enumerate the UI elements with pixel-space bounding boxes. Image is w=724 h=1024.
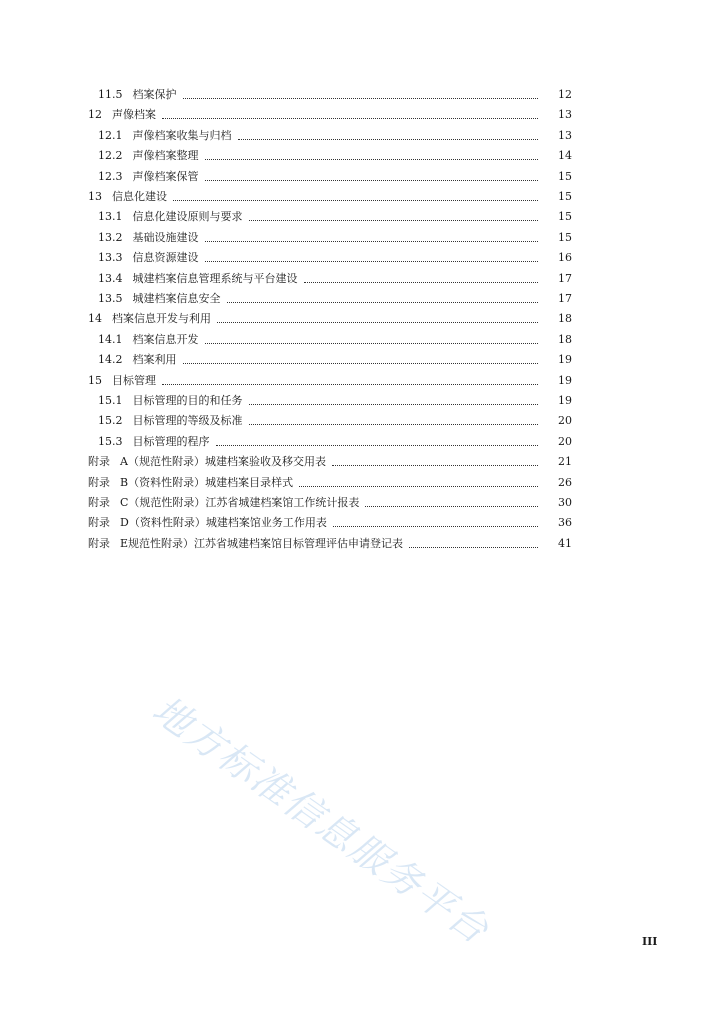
toc-entry-number: 13.3 [98,251,123,265]
toc-entry-page: 13 [558,128,572,142]
toc-entry-title: E规范性附录）江苏省城建档案馆目标管理评估申请登记表 [120,536,404,550]
toc-entry-title: 信息资源建设 [132,251,199,265]
toc-dot-leader [205,240,539,242]
toc-entry-page: 16 [558,251,572,265]
toc-entry-page: 21 [558,455,572,469]
toc-entry-page: 20 [558,434,572,448]
toc-entry [0,105,572,125]
toc-entry-number: 13 [88,190,102,203]
toc-entry-title: 声像档案整理 [132,149,199,163]
toc-entry-page: 14 [558,149,572,163]
toc-entry-number: 附录 [88,536,110,550]
toc-entry [0,432,572,452]
toc-entry-page: 15 [558,169,572,183]
toc-entry-number: 14.2 [98,353,123,367]
toc-entry [0,493,572,513]
toc-entry-title: 信息化建设原则与要求 [132,210,243,224]
toc-dot-leader [205,342,539,344]
toc-entry [0,309,572,329]
toc-entry-page: 18 [558,312,572,326]
toc-entry [0,85,572,105]
toc-entry-title: 目标管理的目的和任务 [132,394,243,407]
toc-entry-page: 18 [558,332,572,346]
toc-entry-number: 13.5 [98,292,123,305]
toc-entry-title: 基础设施建设 [132,230,199,244]
toc-dot-leader [227,301,539,303]
toc-dot-leader [249,403,539,405]
toc-dot-leader [162,383,538,385]
toc-entry-title: A（规范性附录）城建档案验收及移交用表 [120,455,326,469]
toc-entry-number: 15.2 [98,414,123,428]
toc-entry [0,411,572,431]
toc-entry-title: 目标管理的程序 [132,434,210,448]
toc-dot-leader [162,117,538,119]
toc-entry [0,513,572,533]
toc-dot-leader [333,525,538,527]
toc-dot-leader [205,158,539,160]
toc-dot-leader [183,362,539,364]
toc-entry-page: 17 [558,292,572,305]
toc-entry [0,371,572,391]
page-number: III [642,935,658,948]
toc-entry-number: 附录 [88,475,110,489]
toc-entry [0,330,572,350]
toc-dot-leader [249,423,539,425]
toc-entry-number: 15.3 [98,434,123,448]
toc-entry [0,534,572,554]
toc-dot-leader [205,260,539,262]
toc-entry [0,187,572,207]
toc-entry-page: 17 [558,271,572,285]
toc-entry-number: 13.2 [98,230,123,244]
toc-entry [0,207,572,227]
toc-entry-page: 15 [558,230,572,244]
toc-entry [0,146,572,166]
toc-entry-title: 信息化建设 [112,190,167,203]
toc-entry-title: 声像档案 [112,108,156,122]
toc-entry-title: 目标管理 [112,373,156,387]
toc-entry-title: D（资料性附录）城建档案馆业务工作用表 [120,516,327,530]
toc-entry-number: 15 [88,373,102,387]
toc-entry-number: 14.1 [98,332,123,346]
toc-entry [0,473,572,493]
toc-entry-number: 附录 [88,496,110,509]
toc-entry [0,228,572,248]
toc-entry-title: 声像档案收集与归档 [132,128,232,142]
toc-entry-number: 13.4 [98,271,123,285]
toc-entry [0,391,572,411]
toc-dot-leader [205,179,539,181]
toc-dot-leader [249,219,539,221]
toc-entry-title: 档案利用 [132,353,177,367]
toc-entry-title: 目标管理的等级及标准 [132,414,243,428]
toc-entry-number: 12 [88,108,102,122]
toc-dot-leader [299,485,538,487]
toc-entry-page: 15 [558,190,572,203]
toc-entry-title: 档案信息开发 [132,332,199,346]
toc-entry-page: 19 [558,353,572,367]
watermark: 地方标准信息服务平台 [144,687,498,953]
toc-entry-page: 20 [558,414,572,428]
toc-entry-number: 附录 [88,516,110,530]
toc-entry [0,289,572,309]
toc-entry-number: 12.3 [98,169,123,183]
toc-entry-number: 11.5 [98,88,123,101]
toc-entry-number: 12.2 [98,149,123,163]
toc-entry [0,167,572,187]
toc-entry-title: B（资料性附录）城建档案目录样式 [120,475,294,489]
toc-entry-title: C（规范性附录）江苏省城建档案馆工作统计报表 [120,496,360,509]
toc-entry-number: 15.1 [98,394,123,407]
toc-entry-number: 附录 [88,455,110,469]
toc-entry-page: 12 [558,88,572,101]
toc-dot-leader [173,199,538,201]
toc-dot-leader [304,281,539,283]
toc-entry-number: 14 [88,312,102,326]
toc-entry-number: 13.1 [98,210,123,224]
toc-entry [0,452,572,472]
toc-entry-page: 19 [558,373,572,387]
toc-entry-page: 19 [558,394,572,407]
toc-entry-title: 档案保护 [132,88,177,101]
toc-entry-title: 城建档案信息管理系统与平台建设 [132,271,298,285]
toc-entry-page: 30 [558,496,572,509]
toc-entry-page: 36 [558,516,572,530]
toc-entry-page: 13 [558,108,572,122]
toc-dot-leader [217,321,538,323]
toc-entry [0,269,572,289]
toc-entry-title: 档案信息开发与利用 [112,312,211,326]
toc-dot-leader [183,97,539,99]
toc-entry-number: 12.1 [98,128,123,142]
toc-dot-leader [216,444,539,446]
toc-entry [0,126,572,146]
toc-entry-title: 城建档案信息安全 [132,292,221,305]
toc-dot-leader [332,464,538,466]
toc-dot-leader [238,138,539,140]
toc-entry-title: 声像档案保管 [132,169,199,183]
toc-entry-page: 15 [558,210,572,224]
toc-entry [0,350,572,370]
toc-dot-leader [409,546,538,548]
toc-entry-page: 26 [558,475,572,489]
toc-entry-page: 41 [558,536,572,550]
toc-dot-leader [365,505,538,507]
toc-entry [0,248,572,268]
